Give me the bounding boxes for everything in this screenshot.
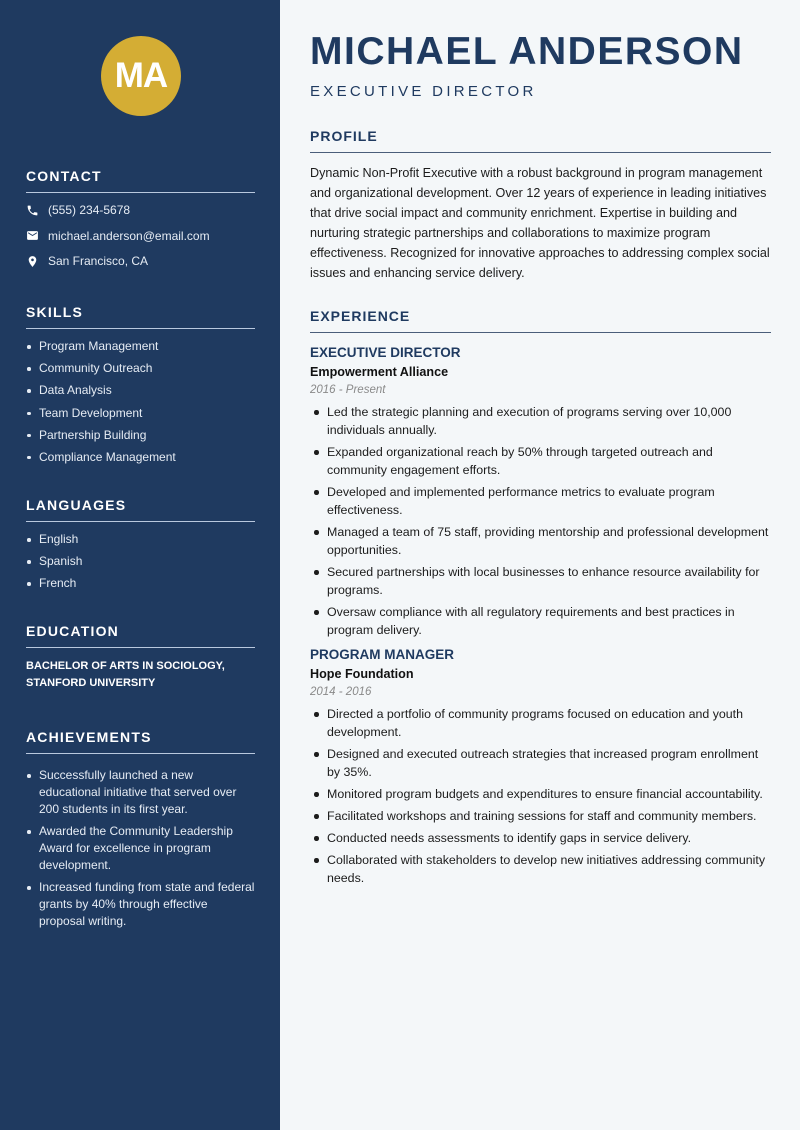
location-text: San Francisco, CA [48,254,149,268]
education-heading: EDUCATION [26,623,255,648]
skills-list [26,338,255,466]
skill-item: Data Analysis [26,382,255,399]
skill-item: Team Development [26,405,255,422]
contact-email [26,227,255,244]
achievements-heading: ACHIEVEMENTS [26,729,255,754]
contact-phone [26,202,255,219]
sidebar [0,0,280,1130]
job-bullet: Facilitated workshops and training sessions for staff and community members. [310,807,771,825]
job-bullet: Conducted needs assessments to identify gaps in service delivery. [310,829,771,847]
job-bullets [310,705,771,887]
job-bullet: Monitored program budgets and expenditures to ensure financial accountability. [310,785,771,803]
languages-list [26,531,255,592]
job-dates: 2016 - Present [310,384,386,396]
contact-location [26,253,255,270]
job-bullet: Managed a team of 75 staff, providing mentorship and professional development opportunities. [310,523,771,559]
job-bullet: Expanded organizational reach by 50% through targeted outreach and community engagement efforts. [310,443,771,479]
university-line: STANFORD UNIVERSITY [26,677,156,689]
skills-section [26,304,255,471]
skills-heading: SKILLS [26,304,255,329]
job-dates: 2014 - 2016 [310,686,372,698]
mail-icon [26,229,39,242]
language-item: Spanish [26,553,255,570]
achievements-list [26,767,255,930]
email-address[interactable]: michael.anderson@email.com [48,228,210,243]
degree-text [26,658,255,692]
profile-summary: Dynamic Non-Profit Executive with a robust background in program management and organizational development. Over 12 years of experience in leading initiatives that drive social impact and community enrichment. Expertise in building and nurturing strategic partnerships and collaborations to maximize program effectiveness. Recognized for innovative approaches to addressing complex social issues and enhancing service delivery. [310,166,770,280]
achievement-item: Increased funding from state and federal grants by 40% through effective proposal writing. [26,879,255,930]
company-name: Empowerment Alliance [310,365,449,379]
contact-section [26,168,255,270]
location-pin-icon [26,255,39,268]
achievement-item: Successfully launched a new educational initiative that served over 200 students in its first year. [26,767,255,818]
skill-item: Compliance Management [26,449,255,466]
job-bullets [310,403,771,639]
job-bullet: Secured partnerships with local businesses to enhance resource availability for programs. [310,563,771,599]
experience-section [310,308,771,891]
skill-item: Program Management [26,338,255,355]
language-item: English [26,531,255,548]
contact-heading: CONTACT [26,168,255,193]
job-entry [310,345,771,639]
candidate-name: MICHAEL ANDERSON [310,30,744,73]
language-item: French [26,575,255,592]
experience-heading: EXPERIENCE [310,308,771,333]
company-name: Hope Foundation [310,667,414,681]
job-title: EXECUTIVE DIRECTOR [310,345,461,360]
job-bullet: Developed and implemented performance metrics to evaluate program effectiveness. [310,483,771,519]
avatar [101,36,181,116]
job-bullet: Directed a portfolio of community programs focused on education and youth development. [310,705,771,741]
achievement-item: Awarded the Community Leadership Award for excellence in program development. [26,823,255,874]
job-entry [310,647,771,887]
phone-number: (555) 234-5678 [48,203,131,217]
profile-section [310,128,771,283]
education-section [26,623,255,692]
achievements-section [26,729,255,935]
job-title: PROGRAM MANAGER [310,647,454,662]
languages-heading: LANGUAGES [26,497,255,522]
phone-icon [26,204,39,217]
degree-line: BACHELOR OF ARTS IN SOCIOLOGY, [26,660,225,672]
profile-heading: PROFILE [310,128,771,153]
languages-section [26,497,255,598]
avatar-initials: MA [114,56,168,95]
candidate-title: EXECUTIVE DIRECTOR [310,83,537,100]
job-bullet: Led the strategic planning and execution of programs serving over 10,000 individuals annually. [310,403,771,439]
skill-item: Partnership Building [26,427,255,444]
job-bullet: Oversaw compliance with all regulatory requirements and best practices in program delivery. [310,603,771,639]
job-bullet: Collaborated with stakeholders to develop new initiatives addressing community needs. [310,851,771,887]
job-bullet: Designed and executed outreach strategies that increased program enrollment by 35%. [310,745,771,781]
skill-item: Community Outreach [26,360,255,377]
